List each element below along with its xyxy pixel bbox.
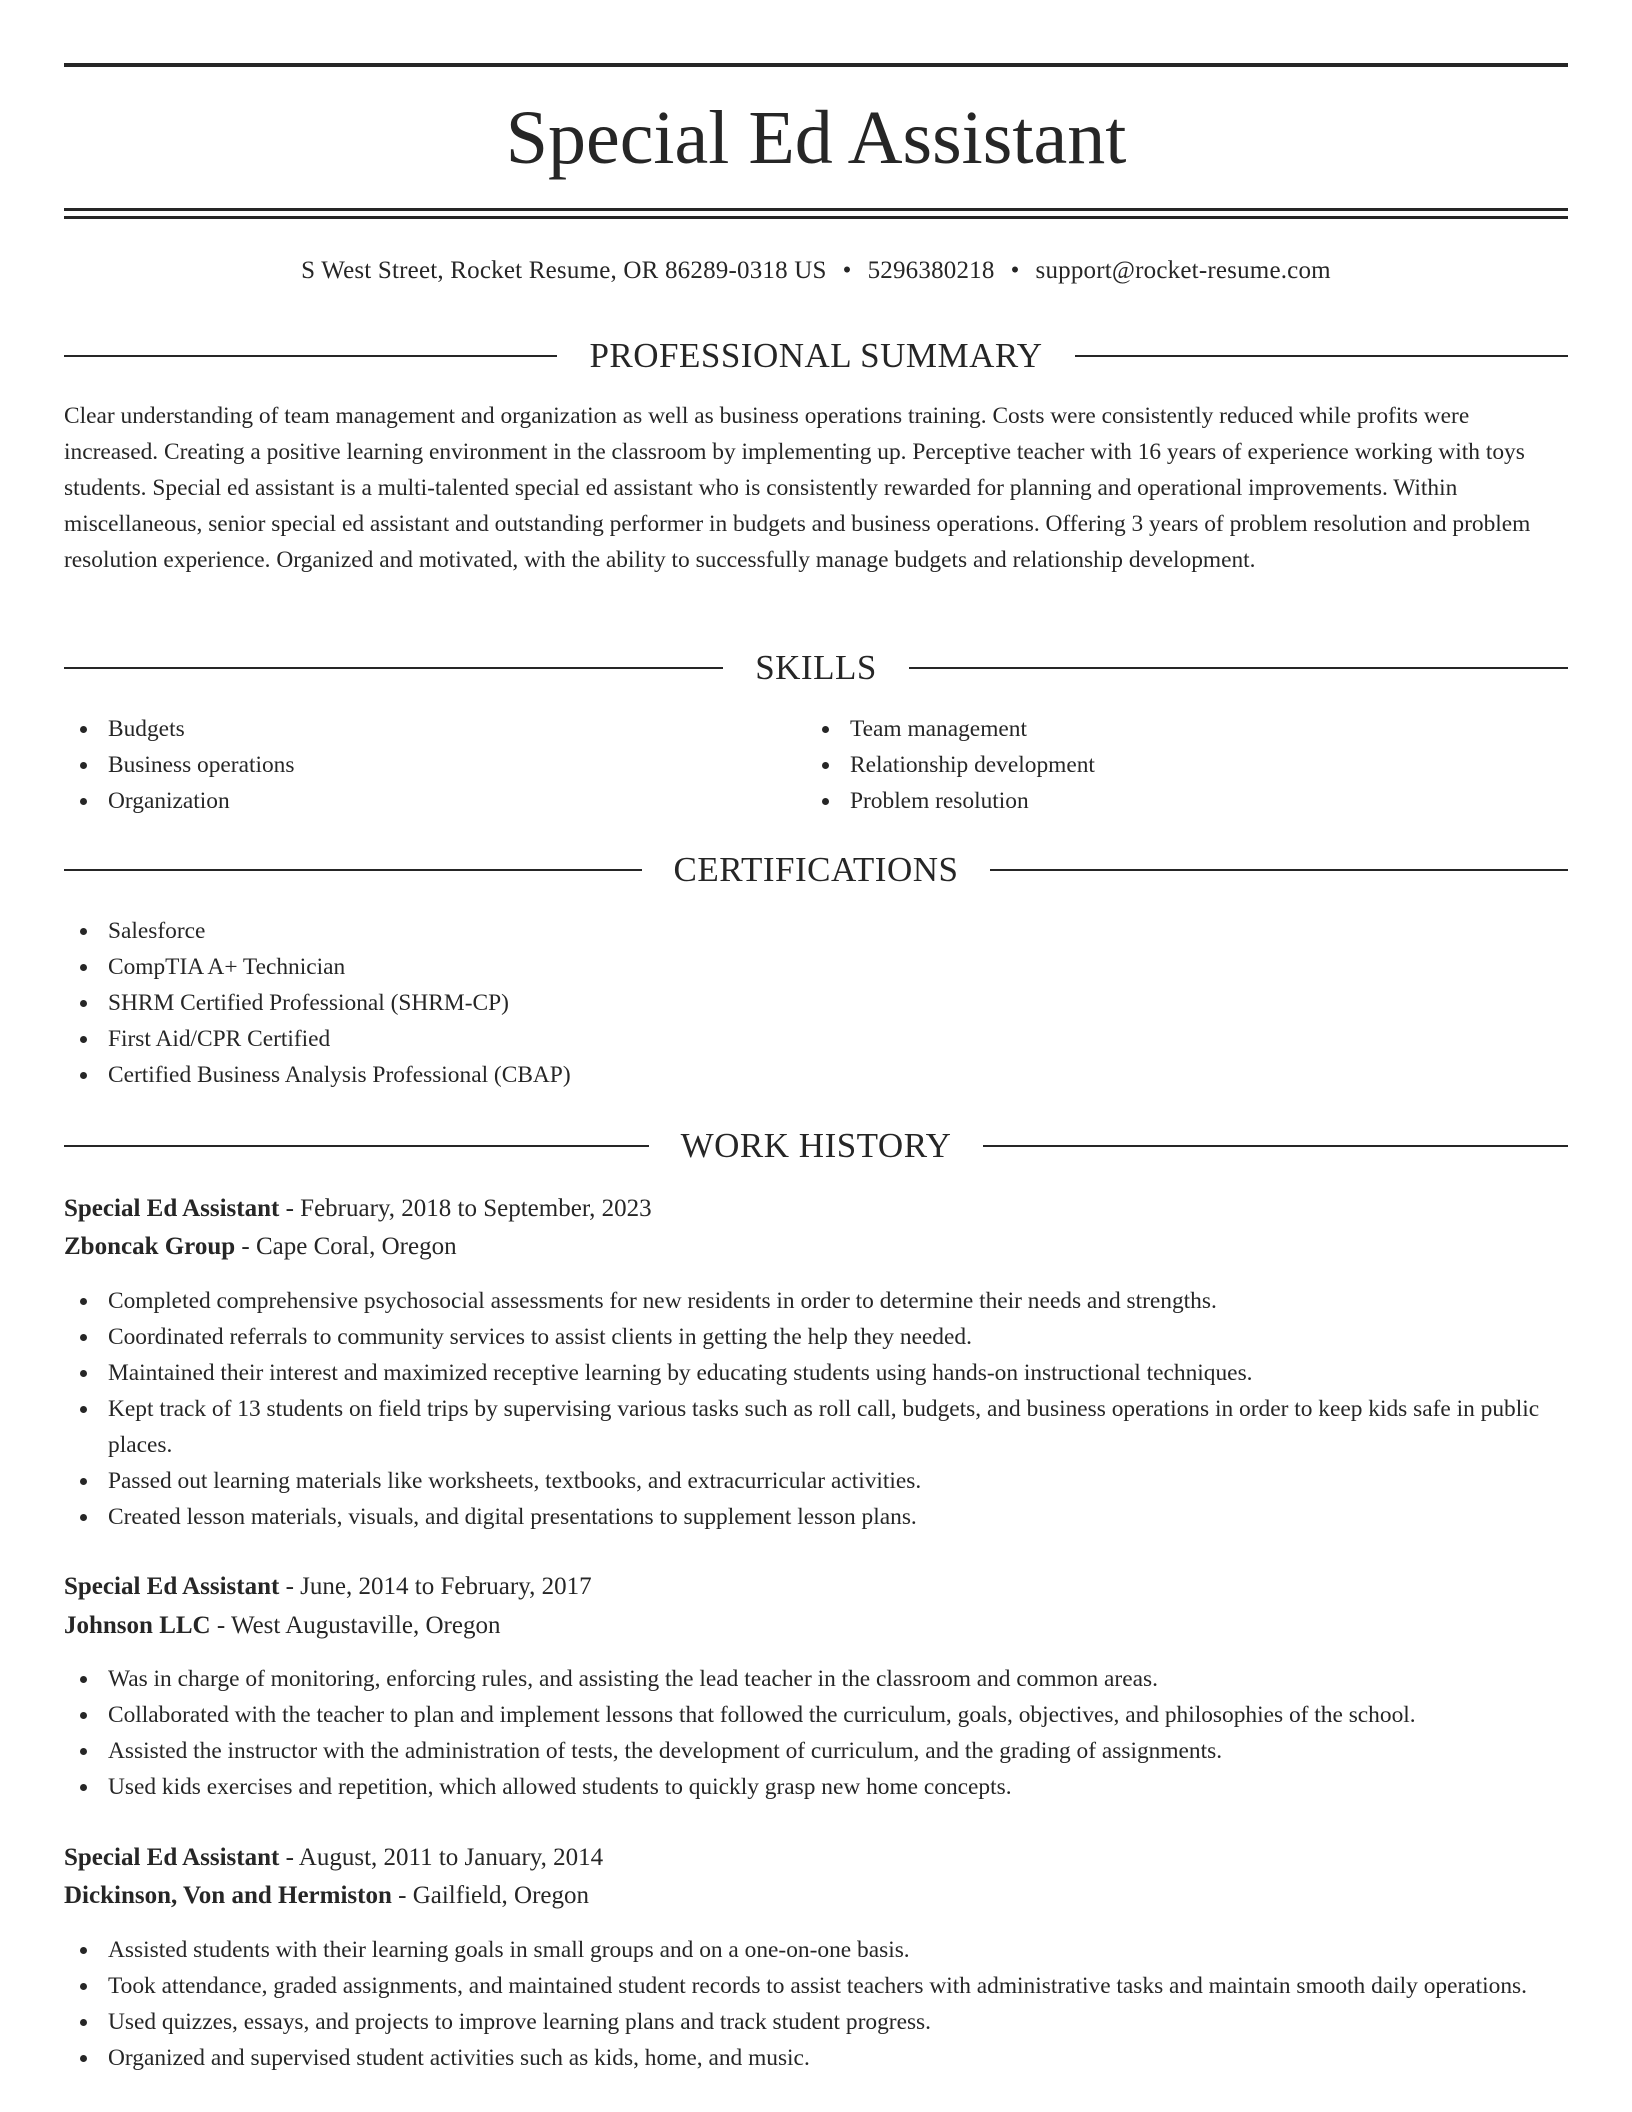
summary-section-header	[64, 332, 1568, 380]
summary-text: Clear understanding of team management and organization as well as business operations training. Costs were consistently reduced while profits were increased. Creating a positive learning environment in the classroom by implementing up. Perceptive teacher with 16 years of experience working with toys students. Special ed assistant is a multi-talented special ed assistant who is consistently rewarded for planning and operational improvements. Within miscellaneous, senior special ed assistant and outstanding performer in budgets and business operations. Offering 3 years of problem resolution and problem resolution experience. Organized and motivated, with the ability to successfully manage budgets and relationship development.	[64, 403, 1531, 573]
section-rule-right	[1075, 355, 1568, 357]
section-rule-left	[64, 667, 723, 669]
contact-address: S West Street, Rocket Resume, OR 86289-0318 US	[301, 257, 827, 284]
contact-line	[64, 253, 1568, 289]
job-title-line	[64, 1839, 1568, 1877]
job-bullet: Coordinated referrals to community services to assist clients in getting the help they needed.	[64, 1319, 1568, 1355]
job-dates: - August, 2011 to January, 2014	[279, 1844, 604, 1871]
job-bullet: Was in charge of monitoring, enforcing rules, and assisting the lead teacher in the classroom and common areas.	[64, 1661, 1568, 1697]
contact-email: support@rocket-resume.com	[1035, 257, 1331, 284]
job-location: - Gailfield, Oregon	[391, 1882, 590, 1909]
job-bullets	[64, 1932, 1568, 2076]
section-rule-left	[64, 1145, 649, 1147]
section-rule-right	[983, 1145, 1568, 1147]
skills-section-title: SKILLS	[755, 648, 877, 687]
certification-item: CompTIA A+ Technician	[64, 949, 1568, 985]
section-rule-right	[909, 667, 1568, 669]
skill-item: Problem resolution	[806, 783, 1506, 819]
job-bullet: Used kids exercises and repetition, which allowed students to quickly grasp new home concepts.	[64, 1769, 1568, 1805]
job-company: Dickinson, Von and Hermiston	[64, 1882, 392, 1909]
skills-list-right	[806, 711, 1506, 819]
certification-item: Salesforce	[64, 913, 1568, 949]
skills-section-header	[64, 644, 1568, 692]
job-bullet: Used quizzes, essays, and projects to improve learning plans and track student progress.	[64, 2004, 1568, 2040]
job-bullet: Assisted the instructor with the administration of tests, the development of curriculum, and the grading of assignments.	[64, 1733, 1568, 1769]
section-rule-left	[64, 869, 642, 871]
job-dates: - June, 2014 to February, 2017	[279, 1573, 592, 1600]
work-history-section-header	[64, 1122, 1568, 1170]
job-bullets	[64, 1283, 1568, 1535]
job-bullet: Collaborated with the teacher to plan and implement lessons that followed the curriculum, goals, objectives, and philosophies of the school.	[64, 1697, 1568, 1733]
skill-item: Team management	[806, 711, 1506, 747]
certification-item: SHRM Certified Professional (SHRM-CP)	[64, 985, 1568, 1021]
skill-item: Business operations	[64, 747, 764, 783]
skill-item: Relationship development	[806, 747, 1506, 783]
job-bullet: Assisted students with their learning goals in small groups and on a one-on-one basis.	[64, 1932, 1568, 1968]
job-title-line	[64, 1190, 1568, 1228]
section-rule-right	[990, 869, 1568, 871]
certification-item: First Aid/CPR Certified	[64, 1021, 1568, 1057]
skill-item: Budgets	[64, 711, 764, 747]
job-bullet: Completed comprehensive psychosocial assessments for new residents in order to determine their needs and strengths.	[64, 1283, 1568, 1319]
job-bullet: Maintained their interest and maximized receptive learning by educating students using hands-on instructional techniques.	[64, 1355, 1568, 1391]
job-dates: - February, 2018 to September, 2023	[279, 1195, 652, 1222]
job-company-line	[64, 1607, 1568, 1645]
job-location: - Cape Coral, Oregon	[235, 1233, 457, 1260]
job-company-line	[64, 1877, 1568, 1915]
header-bottom-rule-second	[64, 216, 1568, 219]
job-bullets	[64, 1661, 1568, 1805]
certifications-list	[64, 913, 1568, 1093]
skill-item: Organization	[64, 783, 764, 819]
certifications-section-title: CERTIFICATIONS	[673, 850, 959, 889]
job-bullet: Created lesson materials, visuals, and digital presentations to supplement lesson plans.	[64, 1499, 1568, 1535]
job-bullet: Passed out learning materials like worksheets, textbooks, and extracurricular activities.	[64, 1463, 1568, 1499]
job-location: - West Augustaville, Oregon	[210, 1612, 501, 1639]
job-title: Special Ed Assistant	[64, 1573, 280, 1600]
job-company-line	[64, 1228, 1568, 1266]
header-bottom-rule	[64, 208, 1568, 211]
work-history-section-title: WORK HISTORY	[680, 1126, 952, 1165]
contact-separator: •	[842, 257, 852, 284]
contact-separator: •	[1010, 257, 1020, 284]
header-top-rule	[64, 63, 1568, 67]
certifications-section-header	[64, 846, 1568, 894]
job-bullet: Organized and supervised student activities such as kids, home, and music.	[64, 2040, 1568, 2076]
job-company: Zboncak Group	[64, 1233, 236, 1260]
section-rule-left	[64, 355, 557, 357]
job-title: Special Ed Assistant	[64, 1844, 280, 1871]
job-company: Johnson LLC	[64, 1612, 211, 1639]
job-title: Special Ed Assistant	[64, 1195, 280, 1222]
job-bullet: Took attendance, graded assignments, and maintained student records to assist teachers with administrative tasks and maintain smooth daily operations.	[64, 1968, 1568, 2004]
certification-item: Certified Business Analysis Professional (CBAP)	[64, 1057, 1568, 1093]
job-bullet: Kept track of 13 students on field trips by supervising various tasks such as roll call, budgets, and business operations in order to keep kids safe in public places.	[64, 1391, 1568, 1463]
summary-section-title: PROFESSIONAL SUMMARY	[589, 336, 1043, 375]
contact-phone: 5296380218	[867, 257, 995, 284]
skills-list-left	[64, 711, 764, 819]
job-title-line	[64, 1568, 1568, 1606]
resume-name: Special Ed Assistant	[505, 96, 1127, 180]
